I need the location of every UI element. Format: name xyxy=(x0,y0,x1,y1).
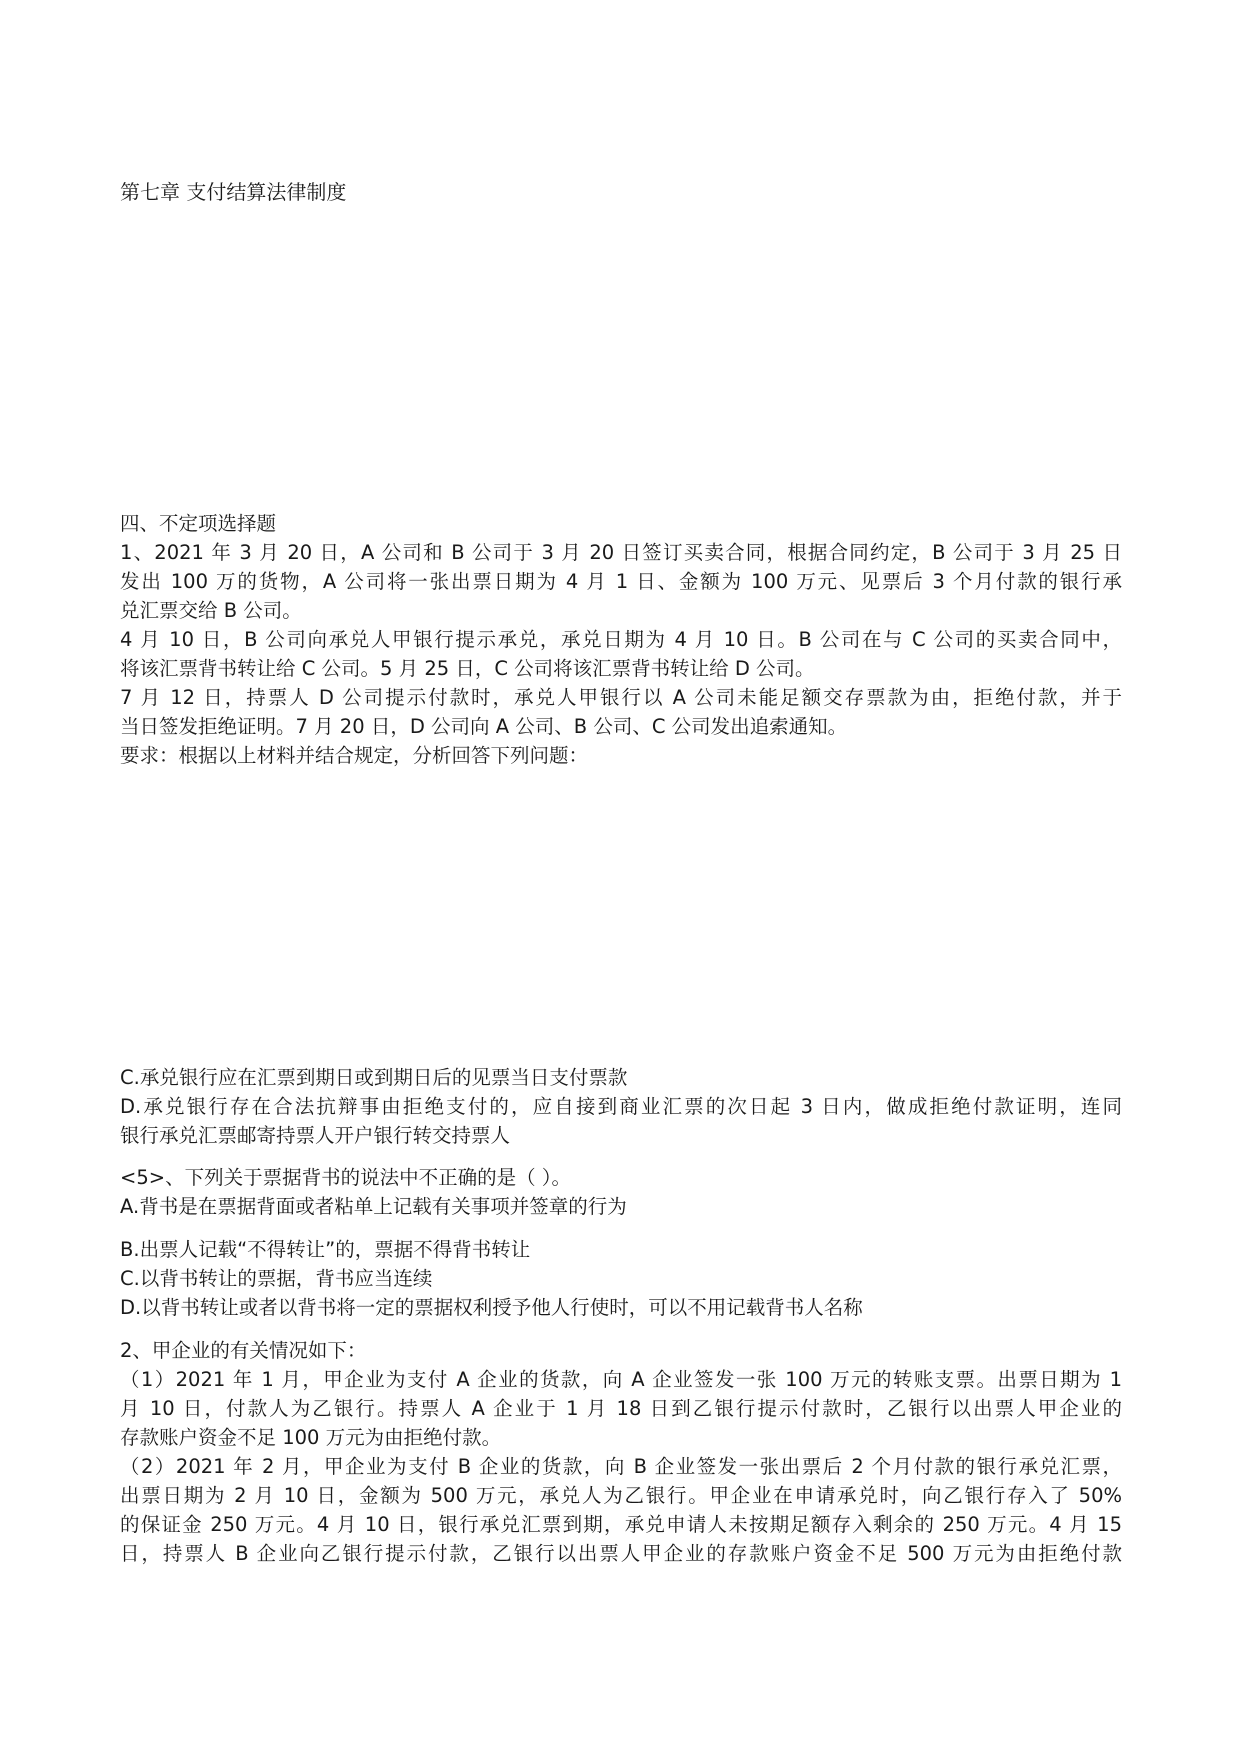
question2-line: 月 10 日，付款人为乙银行。持票人 A 企业于 1 月 18 日到乙银行提示付款时，乙银行以出票人甲企业的 xyxy=(120,1397,1122,1420)
option-d-continued: D.承兑银行存在合法抗辩事由拒绝支付的，应自接到商业汇票的次日起 3 日内，做成拒绝付款证明，连同 xyxy=(120,1095,1122,1118)
question1-line: 兑汇票交给 B 公司。 xyxy=(120,599,302,622)
question2-line: （1）2021 年 1 月，甲企业为支付 A 企业的货款，向 A 企业签发一张 100 万元的转账支票。出票日期为 1 xyxy=(120,1368,1122,1391)
chapter-title: 第七章 支付结算法律制度 xyxy=(120,180,347,204)
question2-line: 日，持票人 B 企业向乙银行提示付款，乙银行以出票人甲企业的存款账户资金不足 500 万元为由拒绝付款 xyxy=(120,1542,1122,1565)
question1-line: 7 月 12 日，持票人 D 公司提示付款时，承兑人甲银行以 A 公司未能足额交存票款为由，拒绝付款，并于 xyxy=(120,686,1122,709)
question1-line: 1、2021 年 3 月 20 日，A 公司和 B 公司于 3 月 20 日签订买卖合同，根据合同约定，B 公司于 3 月 25 日 xyxy=(120,541,1122,564)
sub-question5-option-a: A.背书是在票据背面或者粘单上记载有关事项并签章的行为 xyxy=(120,1195,627,1218)
option-c-continued: C.承兑银行应在汇票到期日或到期日后的见票当日支付票款 xyxy=(120,1066,628,1089)
section-heading: 四、不定项选择题 xyxy=(120,512,277,535)
question1-line: 将该汇票背书转让给 C 公司。5 月 25 日，C 公司将该汇票背书转让给 D 公司。 xyxy=(120,657,815,680)
question2-line: 出票日期为 2 月 10 日，金额为 500 万元，承兑人为乙银行。甲企业在申请承兑时，向乙银行存入了 50% xyxy=(120,1484,1122,1507)
question2-line: 的保证金 250 万元。4 月 10 日，银行承兑汇票到期，承兑申请人未按期足额存入剩余的 250 万元。4 月 15 xyxy=(120,1513,1122,1536)
question1-line: 当日签发拒绝证明。7 月 20 日，D 公司向 A 公司、B 公司、C 公司发出追索通知。 xyxy=(120,715,848,738)
question2-line: （2）2021 年 2 月，甲企业为支付 B 企业的货款，向 B 企业签发一张出票后 2 个月付款的银行承兑汇票， xyxy=(120,1455,1122,1478)
question1-line: 4 月 10 日，B 公司向承兑人甲银行提示承兑，承兑日期为 4 月 10 日。B 公司在与 C 公司的买卖合同中， xyxy=(120,628,1122,651)
question1-line: 发出 100 万的货物，A 公司将一张出票日期为 4 月 1 日、金额为 100 万元、见票后 3 个月付款的银行承 xyxy=(120,570,1122,593)
question2-heading: 2、甲企业的有关情况如下： xyxy=(120,1339,367,1362)
option-d-continued-line2: 银行承兑汇票邮寄持票人开户银行转交持票人 xyxy=(120,1124,511,1147)
question1-requirement: 要求：根据以上材料并结合规定，分析回答下列问题： xyxy=(120,744,589,767)
sub-question5-stem: <5>、下列关于票据背书的说法中不正确的是（ ）。 xyxy=(120,1166,572,1189)
sub-question5-option-d: D.以背书转让或者以背书将一定的票据权利授予他人行使时，可以不用记载背书人名称 xyxy=(120,1296,863,1319)
sub-question5-option-b: B.出票人记载“不得转让”的，票据不得背书转让 xyxy=(120,1238,531,1261)
sub-question5-option-c: C.以背书转让的票据，背书应当连续 xyxy=(120,1267,433,1290)
question2-line: 存款账户资金不足 100 万元为由拒绝付款。 xyxy=(120,1426,502,1449)
